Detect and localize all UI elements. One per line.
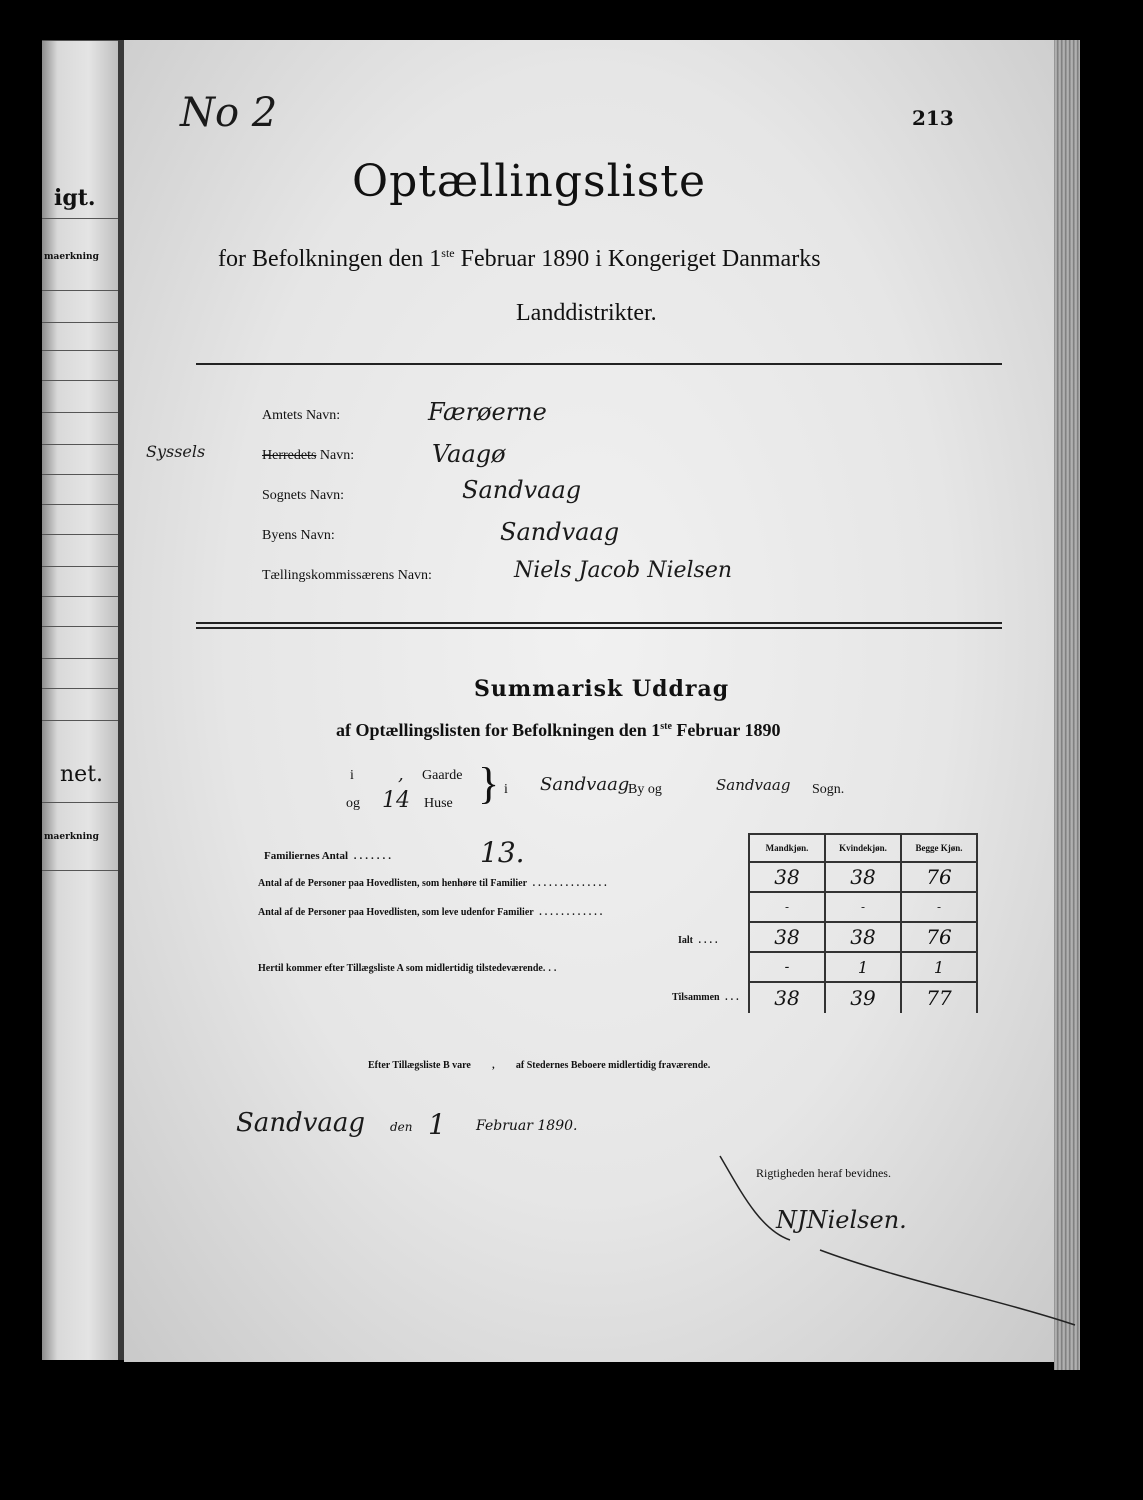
signature-flourish	[700, 1150, 1080, 1330]
summary-sub-pre: af Optællingslisten for Befolkningen den 1	[336, 720, 661, 740]
amt-label: Amtets Navn:	[262, 408, 341, 423]
in-word: i	[504, 782, 508, 797]
subtitle-post: Februar 1890 i Kongeriget Danmarks	[454, 246, 821, 272]
table-cell: 38	[825, 922, 901, 952]
date-month-year: Februar 1890.	[476, 1118, 578, 1134]
sogn-label-summary: Sogn.	[812, 782, 845, 797]
table-cell: -	[749, 952, 825, 982]
sogn-label: Sognets Navn:	[262, 488, 345, 503]
certification-text: Rigtigheden heraf bevidnes.	[756, 1166, 891, 1180]
herred-label-struck: Herredets	[262, 448, 317, 463]
row-label-udenfor: Antal af de Personer paa Hovedlisten, som leve udenfor Familier ............	[258, 907, 606, 918]
row-label-tillaeg-a: Hertil kommer efter Tillægsliste A som midlertidig tilstedeværende...	[258, 963, 560, 974]
table-cell: 38	[825, 862, 901, 892]
table-row	[749, 862, 977, 892]
herred-value: Vaagø	[432, 440, 506, 468]
sogn-name: Sandvaag	[716, 776, 791, 794]
table-cell: 76	[901, 862, 977, 892]
header-divider	[196, 363, 1002, 365]
list-number: No 2	[180, 90, 278, 136]
huse-count: 14	[382, 788, 410, 813]
table-cell: 38	[749, 862, 825, 892]
table-cell: -	[901, 892, 977, 922]
herred-margin-note: Syssels	[146, 442, 206, 461]
table-row	[749, 952, 977, 982]
by-label: Byens Navn:	[262, 528, 335, 543]
left-page-strip	[42, 40, 120, 1360]
signature: NJNielsen.	[776, 1206, 907, 1234]
table-header-row	[749, 834, 977, 862]
column-header: Begge Kjøn.	[901, 834, 977, 862]
by-value: Sandvaag	[500, 518, 620, 546]
summary-heading: Summarisk Uddrag	[474, 676, 730, 702]
gaarde-label: Gaarde	[422, 768, 463, 783]
column-header: Mandkjøn.	[749, 834, 825, 862]
row-label-text: Antal af de Personer paa Hovedlisten, som henhøre til Familier	[258, 878, 528, 889]
table-cell: 77	[901, 982, 977, 1013]
amt-value: Færøerne	[428, 398, 547, 426]
sogn-value: Sandvaag	[462, 476, 582, 504]
table-row	[749, 982, 977, 1013]
row-label-text: Ialt	[678, 935, 693, 946]
document-subtitle-line2: Landdistrikter.	[516, 300, 657, 326]
familier-label-text: Familiernes Antal	[264, 850, 349, 862]
gaarde-prefix: i	[350, 768, 354, 783]
row-label-ialt: Ialt ....	[678, 935, 721, 946]
tillaeg-b-pre: Efter Tillægsliste B vare	[368, 1060, 471, 1071]
table-row	[749, 922, 977, 952]
kommissaer-label: Tællingskommissærens Navn:	[262, 568, 432, 583]
date-day: 1	[428, 1108, 446, 1141]
row-label-tilsammen: Tilsammen ...	[672, 992, 742, 1003]
tillaeg-b-line	[368, 1060, 710, 1071]
huse-prefix: og	[346, 796, 360, 811]
table-cell: 76	[901, 922, 977, 952]
gaarde-count: ,	[398, 764, 404, 785]
subtitle-sup: ste	[441, 246, 455, 260]
familier-label: Familiernes Antal .......	[264, 850, 395, 862]
summary-sub-sup: ste	[660, 721, 672, 732]
summary-subheading	[336, 720, 781, 741]
row-label-text: Hertil kommer efter Tillægsliste A som midlertidig tilstedeværende	[258, 963, 543, 974]
table-cell: -	[749, 892, 825, 922]
brace: }	[478, 759, 500, 808]
summary-table	[748, 833, 978, 1013]
row-label-familier: Antal af de Personer paa Hovedlisten, som henhøre til Familier ..............	[258, 878, 610, 889]
document-subtitle-line1	[218, 246, 821, 273]
tillaeg-b-post: af Stedernes Beboere midlertidig fraværende.	[515, 1060, 711, 1071]
huse-label: Huse	[424, 796, 453, 811]
by-label-summary: By og	[628, 782, 662, 797]
date-den: den	[390, 1120, 413, 1134]
table-cell: 1	[901, 952, 977, 982]
table-row	[749, 892, 977, 922]
herred-label	[262, 448, 354, 464]
page-number: 213	[912, 106, 954, 130]
table-cell: 1	[825, 952, 901, 982]
herred-label-text: Navn:	[316, 448, 355, 463]
table-cell: 38	[749, 922, 825, 952]
row-label-text: Tilsammen	[672, 992, 720, 1003]
left-fragment: igt.	[54, 185, 96, 211]
document-title: Optællingsliste	[352, 156, 707, 207]
subtitle-pre: for Befolkningen den 1	[218, 246, 442, 272]
table-cell: 39	[825, 982, 901, 1013]
kommissaer-value: Niels Jacob Nielsen	[514, 558, 733, 583]
summary-sub-post: Februar 1890	[671, 720, 781, 740]
date-place: Sandvaag	[236, 1108, 366, 1138]
column-header: Kvindekjøn.	[825, 834, 901, 862]
row-label-text: Antal af de Personer paa Hovedlisten, som leve udenfor Familier	[258, 907, 534, 918]
left-fragment: maerkning	[44, 832, 99, 842]
table-cell: 38	[749, 982, 825, 1013]
tillaeg-b-value: ,	[492, 1060, 495, 1071]
left-fragment: maerkning	[44, 252, 99, 262]
table-cell: -	[825, 892, 901, 922]
by-name: Sandvaag	[540, 774, 630, 795]
fields-divider-bottom	[196, 627, 1002, 629]
left-fragment: net.	[60, 762, 104, 787]
fields-divider-top	[196, 622, 1002, 624]
familier-count: 13.	[480, 836, 525, 869]
